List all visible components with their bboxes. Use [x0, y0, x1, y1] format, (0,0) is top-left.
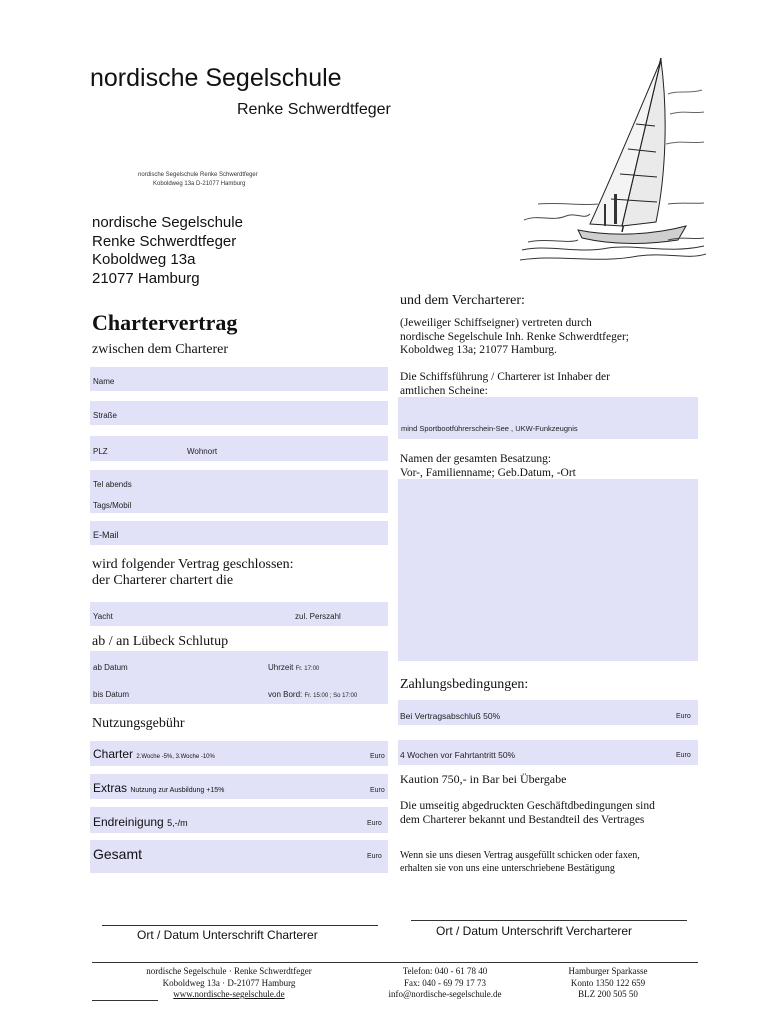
footer-contact [345, 966, 545, 1001]
from-date-label: ab Datum [93, 663, 128, 672]
yacht-field[interactable] [90, 602, 388, 626]
charter-label-group [93, 747, 215, 761]
payment-final-label: 4 Wochen vor Fahrtantritt 50% [400, 750, 516, 760]
euro-label: Euro [370, 753, 385, 760]
payment-deposit-label: Bei Vertragsabschluß 50% [400, 711, 501, 721]
crew-line: Namen der gesamten Besatzung: [400, 453, 552, 465]
cleaning-fee-field[interactable] [90, 807, 388, 833]
charterer-signature-label: Ort / Datum Unterschrift Charterer [137, 928, 318, 942]
company-title: nordische Segelschule [90, 64, 342, 92]
sender-address-line: Koboldweg 13a D-21077 Hamburg [153, 181, 246, 187]
cleaning-label: Endreinigung [93, 815, 164, 829]
euro-label: Euro [367, 853, 382, 860]
footer-company [92, 966, 366, 1001]
charter-label: Charter [93, 747, 134, 761]
to-date-label: bis Datum [93, 690, 130, 699]
footer-website-link[interactable]: www.nordische-segelschule.de [173, 989, 285, 999]
terms-line: Die umseitig abgedruckten Geschäftdbedingungen sind [400, 800, 655, 812]
vercharterer-signature-label: Ort / Datum Unterschrift Vercharterer [436, 924, 633, 938]
harbor-label: ab / an Lübeck Schlutup [92, 634, 229, 649]
sender-line: nordische Segelschule Renke Schwerdtfeger [138, 172, 258, 178]
address-line: Renke Schwerdtfeger [92, 232, 237, 250]
licence-field[interactable] [398, 397, 698, 439]
fee-heading: Nutzungsgebühr [92, 716, 185, 731]
address-line: nordische Segelschule [92, 214, 243, 231]
extras-label-group [93, 781, 224, 795]
contract-statement [92, 557, 294, 589]
euro-label: Euro [676, 713, 691, 720]
onboard-label: von Bord: [268, 690, 303, 699]
phone-day-label: Tags/Mobil [93, 501, 132, 510]
representation-line: (Jeweiliger Schiffseigner) vertreten durch [400, 317, 592, 329]
terms-text [400, 800, 655, 827]
phone-evening-label: Tel abends [93, 480, 132, 489]
footer-line: Konto 1350 122 659 [570, 977, 646, 988]
extras-label: Extras [93, 781, 128, 795]
footer-line: Fax: 040 - 69 79 17 73 [404, 977, 486, 988]
confirmation-line: Wenn sie uns diesen Vertrag ausgefüllt schicken oder faxen, [400, 850, 640, 861]
representation-line: nordische Segelschule Inh. Renke Schwerdtfeger; [400, 330, 629, 343]
payment-heading: Zahlungsbedingungen: [400, 677, 529, 692]
email-field[interactable] [90, 521, 388, 545]
email-label: E-Mail [93, 530, 119, 540]
cleaning-note: 5,-/m [167, 818, 188, 828]
charter-fee-field[interactable] [90, 741, 388, 766]
name-field[interactable] [90, 367, 388, 391]
licence-line: Die Schiffsführung / Charterer ist Inhaber der [400, 371, 610, 383]
licence-text [400, 371, 610, 398]
onboard-value: Fr. 15:00 ; So 17:00 [304, 693, 358, 699]
crew-field[interactable] [398, 479, 698, 661]
city-label: Wohnort [187, 447, 218, 456]
phone-field[interactable] [90, 470, 388, 513]
footer-bank [520, 966, 696, 1001]
date-field[interactable] [90, 651, 388, 704]
deposit-text: Kaution 750,- in Bar bei Übergabe [400, 772, 567, 786]
name-label: Name [93, 377, 115, 386]
contract-heading: Chartervertrag [92, 310, 238, 335]
payment-final-field[interactable] [398, 740, 698, 765]
footer-divider [92, 962, 698, 963]
recipient-address [92, 214, 243, 288]
contract-line: der Charterer chartert die [92, 573, 234, 588]
vercharterer-heading: und dem Vercharterer: [400, 293, 525, 308]
footer-line: nordische Segelschule · Renke Schwerdtfeger [146, 966, 312, 976]
crew-line: Vor-, Familienname; Geb.Datum, -Ort [400, 466, 576, 479]
footer-underline [92, 1000, 158, 1001]
persons-label: zul. Perszahl [295, 612, 341, 621]
crew-text [400, 453, 576, 480]
plz-city-field[interactable] [90, 436, 388, 461]
time-label: Uhrzeit [268, 663, 294, 672]
confirmation-line: erhalten sie von uns eine unterschriebene Bestätigung [400, 863, 615, 874]
street-label: Straße [93, 411, 118, 420]
footer-line: Koboldweg 13a · D-21077 Hamburg [162, 977, 296, 988]
sailboat-illustration [518, 54, 706, 266]
charterer-signature-line[interactable] [102, 925, 378, 926]
euro-label: Euro [370, 787, 385, 794]
licence-field-label: mind Sportbootführerschein-See , UKW-Funkzeugnis [401, 424, 578, 433]
extras-fee-field[interactable] [90, 774, 388, 799]
footer-email-link[interactable]: info@nordische-segelschule.de [388, 989, 502, 999]
extras-note: Nutzung zur Ausbildung +15% [130, 787, 225, 794]
footer-line: Telefon: 040 - 61 78 40 [402, 966, 488, 976]
representation-line: Koboldweg 13a; 21077 Hamburg. [400, 344, 557, 356]
payment-deposit-field[interactable] [398, 700, 698, 725]
address-line: 21077 Hamburg [92, 269, 200, 287]
onboard-label-group [268, 690, 357, 699]
time-value: Fr. 17:00 [295, 666, 320, 672]
between-charterer-label: zwischen dem Charterer [92, 342, 229, 357]
licence-line: amtlichen Scheine: [400, 384, 488, 397]
yacht-label: Yacht [93, 612, 113, 621]
charter-note: 2.Woche -5%, 3.Woche -10% [136, 754, 215, 760]
footer-line: BLZ 200 505 50 [578, 989, 638, 999]
time-label-group [268, 663, 319, 672]
address-line: Koboldweg 13a [92, 251, 196, 268]
contract-line: wird folgender Vertrag geschlossen: [92, 557, 294, 572]
cleaning-label-group [93, 815, 188, 829]
vercharterer-signature-line[interactable] [411, 920, 687, 921]
street-field[interactable] [90, 401, 388, 425]
footer-line: Hamburger Sparkasse [568, 966, 648, 976]
euro-label: Euro [367, 820, 382, 827]
confirmation-text [400, 849, 640, 875]
euro-label: Euro [676, 752, 691, 759]
plz-label: PLZ [93, 447, 108, 456]
total-label: Gesamt [93, 846, 143, 862]
representation-text [400, 317, 629, 358]
total-fee-field[interactable] [90, 840, 388, 873]
company-owner: Renke Schwerdtfeger [237, 101, 391, 118]
terms-line: dem Charterer bekannt und Bestandteil des Vertrages [400, 813, 645, 826]
